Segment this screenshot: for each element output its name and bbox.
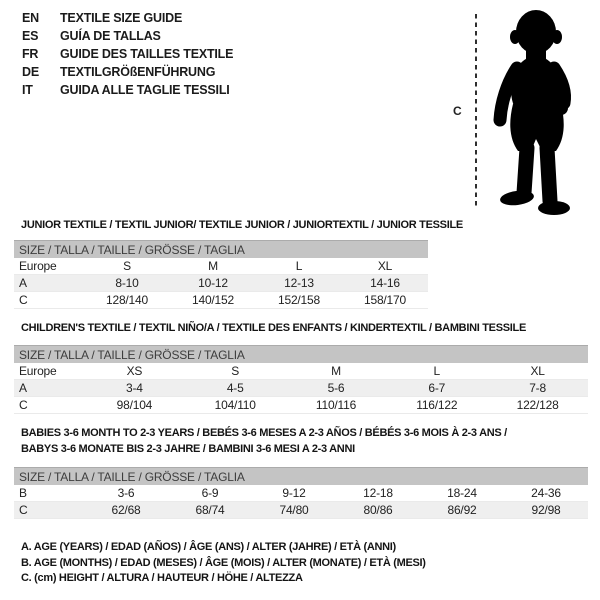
age-cell: 10-12 (198, 276, 228, 290)
footnote-a: A. AGE (YEARS) / EDAD (AÑOS) / ÂGE (ANS) / ALTER (JAHRE) / ETÀ (ANNI) (21, 541, 396, 553)
table-row (14, 363, 588, 380)
row-label: C (19, 503, 28, 517)
table-row (14, 275, 428, 292)
table-row (14, 502, 588, 519)
height-cell: 122/128 (516, 398, 559, 412)
junior-size-table (14, 240, 428, 309)
height-cell: 74/80 (279, 503, 309, 517)
children-size-table (14, 345, 588, 414)
size-cell: L (295, 259, 303, 273)
age-cell: 9-12 (282, 486, 306, 500)
language-row (22, 9, 233, 27)
table-row (14, 292, 428, 309)
language-code: DE (22, 65, 39, 79)
size-cell: M (208, 259, 218, 273)
table-row (14, 258, 428, 275)
age-cell: 12-18 (363, 486, 393, 500)
junior-table-title: JUNIOR TEXTILE / TEXTIL JUNIOR/ TEXTILE JUNIOR / JUNIORTEXTIL / JUNIOR TESSILE (21, 219, 463, 231)
age-cell: 4-5 (226, 381, 244, 395)
height-cell: 92/98 (531, 503, 561, 517)
language-row (22, 63, 233, 81)
children-table-title: CHILDREN'S TEXTILE / TEXTIL NIÑO/A / TEXTILE DES ENFANTS / KINDERTEXTIL / BAMBINI TESSILE (21, 322, 526, 334)
language-title: TEXTILGRÖßENFÜHRUNG (60, 65, 216, 79)
size-cell: S (231, 364, 240, 378)
babies-title-line1: BABIES 3-6 MONTH TO 2-3 YEARS / BEBÉS 3-6 MESES A 2-3 AÑOS / BÉBÉS 3-6 MOIS À 2-3 ANS / (21, 427, 507, 439)
table-row (14, 485, 588, 502)
footnote-b: B. AGE (MONTHS) / EDAD (MESES) / ÂGE (MOIS) / ALTER (MONATE) / ETÀ (MESI) (21, 556, 426, 569)
size-header-bar: SIZE / TALLA / TAILLE / GRÖSSE / TAGLIA (14, 467, 588, 485)
row-label: C (19, 398, 28, 412)
age-cell: 7-8 (529, 381, 546, 395)
age-cell: 6-7 (428, 381, 446, 395)
language-code: FR (22, 47, 39, 61)
height-cell: 80/86 (363, 503, 393, 517)
age-cell: 14-16 (370, 276, 400, 290)
babies-size-table (14, 467, 588, 519)
age-cell: 18-24 (447, 486, 477, 500)
language-code: ES (22, 29, 39, 43)
language-row (22, 81, 233, 99)
row-label: C (19, 293, 28, 307)
size-cell: XS (126, 364, 143, 378)
size-cell: L (433, 364, 441, 378)
age-cell: 3-6 (117, 486, 135, 500)
height-cell: 110/116 (315, 398, 357, 412)
language-guide-header (22, 9, 233, 99)
height-cell: 140/152 (192, 293, 234, 307)
height-cell: 86/92 (447, 503, 477, 517)
age-cell: 3-4 (126, 381, 143, 395)
language-row (22, 27, 233, 45)
age-cell: 24-36 (531, 486, 561, 500)
age-cell: 8-10 (115, 276, 139, 290)
height-cell: 152/158 (278, 293, 320, 307)
row-label: Europe (19, 364, 57, 378)
language-title: GUIDE DES TAILLES TEXTILE (60, 47, 234, 61)
language-code: EN (22, 11, 39, 25)
language-title: GUÍA DE TALLAS (60, 29, 161, 43)
age-cell: 5-6 (327, 381, 345, 395)
table-row (14, 397, 588, 414)
row-label: A (19, 381, 27, 395)
height-cell: 62/68 (111, 503, 141, 517)
size-header-bar: SIZE / TALLA / TAILLE / GRÖSSE / TAGLIA (14, 240, 428, 258)
height-cell: 68/74 (195, 503, 225, 517)
height-cell: 104/110 (214, 398, 256, 412)
row-label: Europe (19, 259, 57, 273)
language-code: IT (22, 83, 33, 97)
baby-silhouette-icon (468, 6, 586, 218)
size-cell: S (123, 259, 131, 273)
language-title: GUIDA ALLE TAGLIE TESSILI (60, 83, 230, 97)
size-header-bar: SIZE / TALLA / TAILLE / GRÖSSE / TAGLIA (14, 345, 588, 363)
baby-figure (468, 6, 586, 218)
language-row (22, 45, 233, 63)
age-cell: 6-9 (201, 486, 219, 500)
size-cell: XL (377, 259, 393, 273)
age-cell: 12-13 (284, 276, 314, 290)
height-cell: 116/122 (416, 398, 458, 412)
size-cell: M (331, 364, 341, 378)
height-measure-label: C (453, 104, 462, 118)
row-label: B (19, 486, 27, 500)
babies-title-line2: BABYS 3-6 MONATE BIS 2-3 JAHRE / BAMBINI 3-6 MESI A 2-3 ANNI (21, 443, 355, 455)
footnote-c: C. (cm) HEIGHT / ALTURA / HAUTEUR / HÖHE / ALTEZZA (21, 572, 303, 585)
height-cell: 98/104 (116, 398, 153, 412)
language-title: TEXTILE SIZE GUIDE (60, 11, 183, 25)
size-cell: XL (530, 364, 545, 378)
babies-table-title (21, 425, 507, 457)
legend-footnotes (21, 540, 426, 587)
table-row (14, 380, 588, 397)
height-cell: 158/170 (364, 293, 406, 307)
row-label: A (19, 276, 27, 290)
height-cell: 128/140 (106, 293, 148, 307)
